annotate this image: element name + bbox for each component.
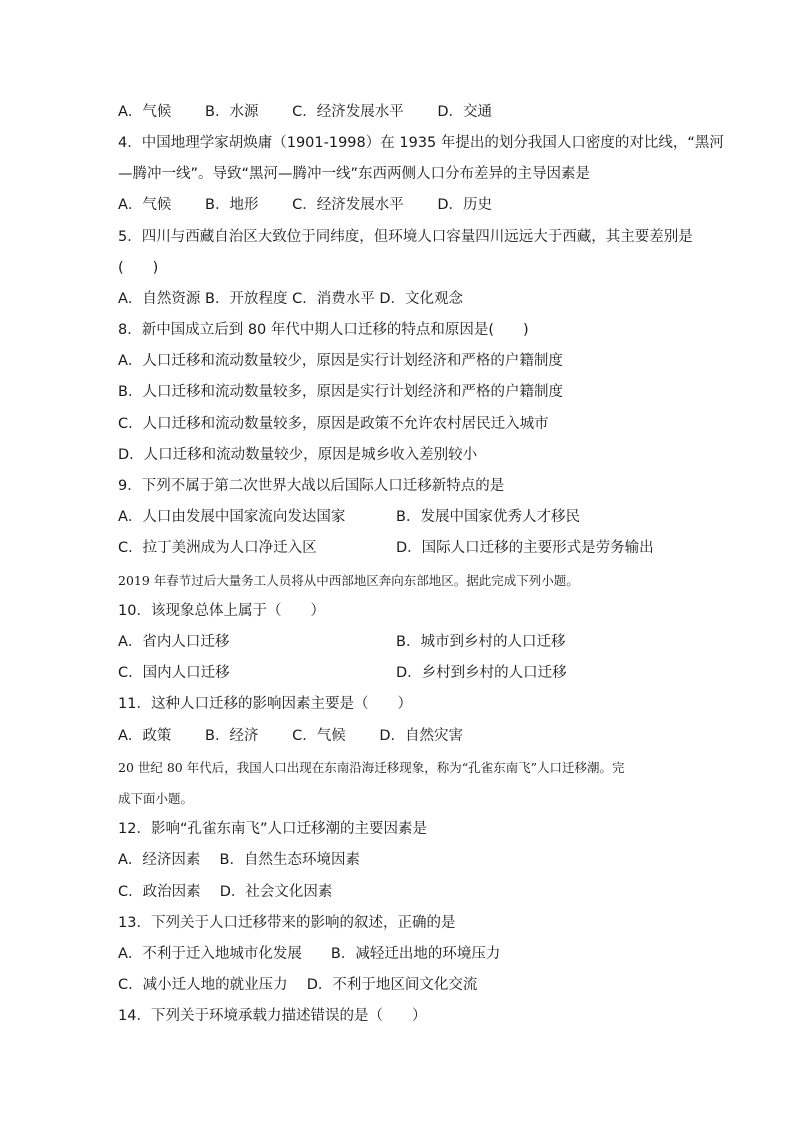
question-5-blank: ( ) <box>118 260 159 276</box>
question-11-stem: 11．这种人口迁移的影响因素主要是（ ） <box>118 696 412 712</box>
option-c: C．国内人口迁移 <box>118 665 230 681</box>
question-4-options: A．气候 B．地形 C．经济发展水平 D．历史 <box>118 197 492 213</box>
question-9-options-row-1 <box>118 507 580 527</box>
question-5-options: A．自然资源 B．开放程度 C．消费水平 D．文化观念 <box>118 291 463 307</box>
question-4-stem-cont: —腾冲一线”。导致“黑河—腾冲一线”东西两侧人口分布差异的主导因素是 <box>118 166 591 182</box>
question-13-options-row-2: C．减小迁人地的就业压力 D．不利于地区间文化交流 <box>118 977 478 993</box>
text-line: A．气候 B．水源 C．经济发展水平 D．交通 <box>118 104 492 120</box>
question-8-option-a: A．人口迁移和流动数量较少，原因是实行计划经济和严格的户籍制度 <box>118 353 563 369</box>
question-5-stem: 5．四川与西藏自治区大致位于同纬度，但环境人口容量四川远远大于西藏，其主要差别是 <box>118 229 693 245</box>
option-c: C．拉丁美洲成为人口净迁入区 <box>118 540 317 556</box>
question-8-option-b: B．人口迁移和流动数量较多，原因是实行计划经济和严格的户籍制度 <box>118 384 563 400</box>
option-a: A．省内人口迁移 <box>118 634 230 650</box>
option-d: D．国际人口迁移的主要形式是劳务输出 <box>396 540 654 556</box>
material-intro-2-cont: 成下面小题。 <box>118 791 194 806</box>
question-9-stem: 9．下列不属于第二次世界大战以后国际人口迁移新特点的是 <box>118 478 505 494</box>
question-10-options-row-1 <box>118 632 566 652</box>
question-13-options-row-1: A．不利于迁入地城市化发展 B．减轻迁出地的环境压力 <box>118 946 501 962</box>
material-intro-2: 20 世纪 80 年代后，我国人口出现在东南沿海迁移现象，称为“孔雀东南飞”人口迁移潮。完 <box>118 760 625 775</box>
question-8-option-c: C．人口迁移和流动数量较多，原因是政策不允许农村居民迁入城市 <box>118 416 549 432</box>
question-11-options: A．政策 B．经济 C．气候 D．自然灾害 <box>118 728 463 744</box>
question-8-option-d: D．人口迁移和流动数量较少，原因是城乡收入差别较小 <box>118 447 478 463</box>
question-10-options-row-2 <box>118 663 567 683</box>
option-b: B．发展中国家优秀人才移民 <box>396 509 580 525</box>
option-a: A．人口由发展中国家流向发达国家 <box>118 509 346 525</box>
material-intro-1: 2019 年春节过后大量务工人员将从中西部地区奔向东部地区。据此完成下列小题。 <box>118 573 579 588</box>
question-4-stem: 4．中国地理学家胡焕庸（1901-1998）在 1935 年提出的划分我国人口密度的对比线，“黑河 <box>118 135 724 151</box>
question-12-stem: 12．影响“孔雀东南飞”人口迁移潮的主要因素是 <box>118 821 427 837</box>
question-10-stem: 10．该现象总体上属于（ ） <box>118 603 325 619</box>
question-13-stem: 13．下列关于人口迁移带来的影响的叙述，正确的是 <box>118 915 456 931</box>
question-9-options-row-2 <box>118 538 654 558</box>
option-b: B．城市到乡村的人口迁移 <box>396 634 566 650</box>
question-12-options-row-1: A．经济因素 B．自然生态环境因素 <box>118 852 360 868</box>
question-14-stem: 14．下列关于环境承载力描述错误的是（ ） <box>118 1008 427 1024</box>
question-12-options-row-2: C．政治因素 D．社会文化因素 <box>118 884 333 900</box>
question-8-stem: 8．新中国成立后到 80 年代中期人口迁移的特点和原因是( ) <box>118 322 529 338</box>
option-d: D．乡村到乡村的人口迁移 <box>396 665 567 681</box>
